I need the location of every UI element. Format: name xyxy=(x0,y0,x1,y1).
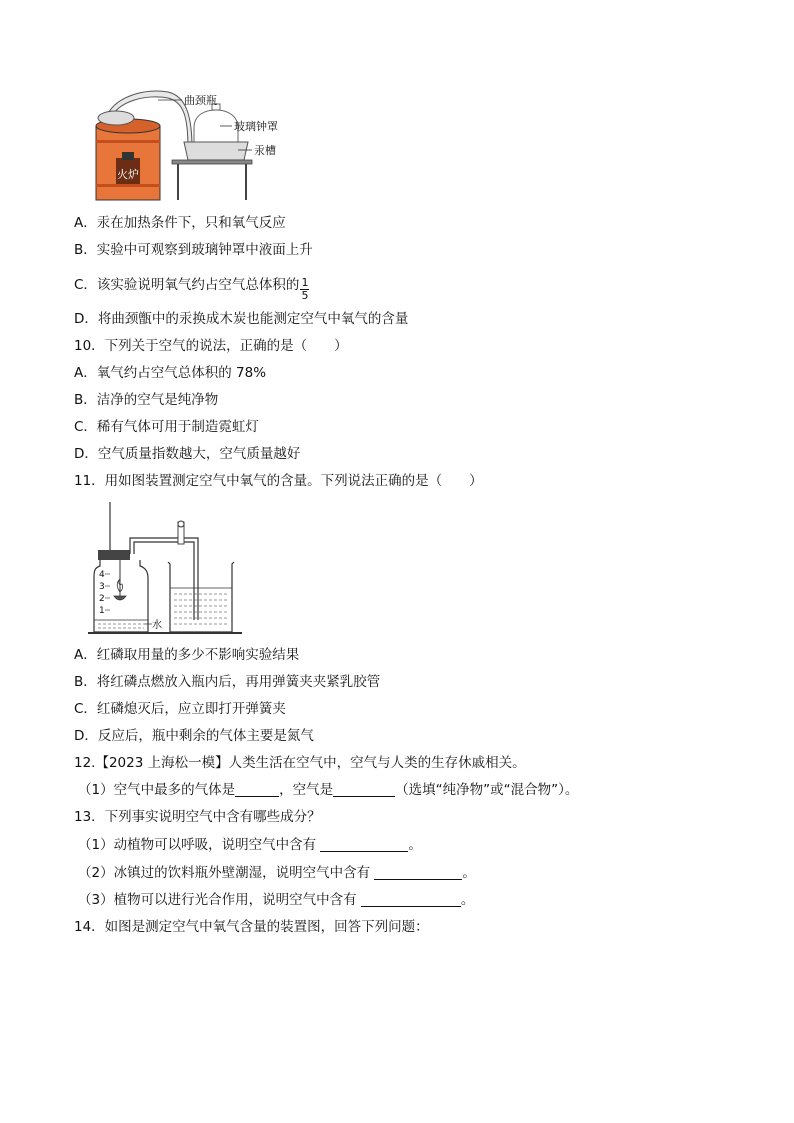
q10-option-a: A．氧气约占空气总体积的 78% xyxy=(74,365,267,381)
q11-option-d: D．反应后，瓶中剩余的气体主要是氮气 xyxy=(74,728,314,744)
q9-option-d: D．将曲颈甑中的汞换成木炭也能测定空气中氧气的含量 xyxy=(74,311,409,327)
answer-blank-most-gas[interactable] xyxy=(235,782,279,797)
q12-sub1-part-c: （选填“纯净物”或“混合物”）。 xyxy=(395,782,579,798)
answer-blank-air-type[interactable] xyxy=(333,782,395,797)
answer-blank-breathing[interactable] xyxy=(320,837,408,852)
label-retort: 曲颈瓶 xyxy=(184,94,217,107)
mark-2: 2 xyxy=(99,594,105,604)
label-bell-jar: 玻璃钟罩 xyxy=(234,120,278,133)
mark-3: 3 xyxy=(99,582,105,592)
q10-option-b: B．洁净的空气是纯净物 xyxy=(74,392,219,408)
mercury-trough xyxy=(184,142,248,160)
period: 。 xyxy=(462,865,476,881)
q12-sub1 xyxy=(78,781,578,799)
q13-sub1-text: （1）动植物可以呼吸，说明空气中含有 xyxy=(78,837,321,853)
q10-stem: 10．下列关于空气的说法，正确的是（ ） xyxy=(74,338,348,354)
q9-option-a: A．汞在加热条件下，只和氧气反应 xyxy=(74,215,286,231)
q13-sub3-text: （3）植物可以进行光合作用，说明空气中含有 xyxy=(78,892,361,908)
period: 。 xyxy=(460,892,475,908)
q9-option-c-text: C．该实验说明氧气约占空气总体积的 xyxy=(74,277,300,293)
q13-sub1 xyxy=(78,836,422,854)
q12-sub1-part-a: （1）空气中最多的气体是 xyxy=(78,782,236,798)
q13-sub2-text: （2）冰镇过的饮料瓶外壁潮湿，说明空气中含有 xyxy=(78,865,375,881)
label-trough: 汞槽 xyxy=(254,144,276,157)
q11-stem: 11．用如图装置测定空气中氧气的含量。下列说法正确的是（ ） xyxy=(74,473,483,489)
beaker xyxy=(168,562,234,632)
q14-stem: 14．如图是测定空气中氧气含量的装置图，回答下列问题： xyxy=(74,919,429,935)
water-label: 水 xyxy=(152,620,162,631)
q13-sub3 xyxy=(78,891,474,909)
q12-sub1-part-b: ，空气是 xyxy=(279,782,334,798)
q11-option-c: C．红磷熄灭后，应立即打开弹簧夹 xyxy=(74,701,286,717)
q10-option-d: D．空气质量指数越大，空气质量越好 xyxy=(74,446,301,462)
red-phosphorus-apparatus-figure xyxy=(88,500,244,638)
q13-sub2 xyxy=(78,864,476,882)
q10-option-c: C．稀有气体可用于制造霓虹灯 xyxy=(74,419,259,435)
answer-blank-moisture[interactable] xyxy=(374,865,462,880)
q12-stem: 12.【2023 上海松一模】人类生活在空气中，空气与人类的生存休戚相关。 xyxy=(74,755,526,771)
fraction-one-fifth: $\frac{1}{5}$ xyxy=(301,276,309,302)
q9-option-b: B．实验中可观察到玻璃钟罩中液面上升 xyxy=(74,242,313,258)
q13-stem: 13．下列事实说明空气中含有哪些成分？ xyxy=(74,809,321,825)
answer-blank-photosynthesis[interactable] xyxy=(361,892,461,907)
period: 。 xyxy=(408,837,422,853)
q11-option-a: A．红磷取用量的多少不影响实验结果 xyxy=(74,647,300,663)
mark-1: 1 xyxy=(99,606,105,616)
lavoisier-apparatus-figure xyxy=(88,88,318,204)
mark-4: 4 xyxy=(99,570,105,580)
furnace-label: 火炉 xyxy=(117,168,139,181)
q11-option-b: B．将红磷点燃放入瓶内后，再用弹簧夹夹紧乳胶管 xyxy=(74,674,381,690)
q9-option-c xyxy=(74,276,309,302)
